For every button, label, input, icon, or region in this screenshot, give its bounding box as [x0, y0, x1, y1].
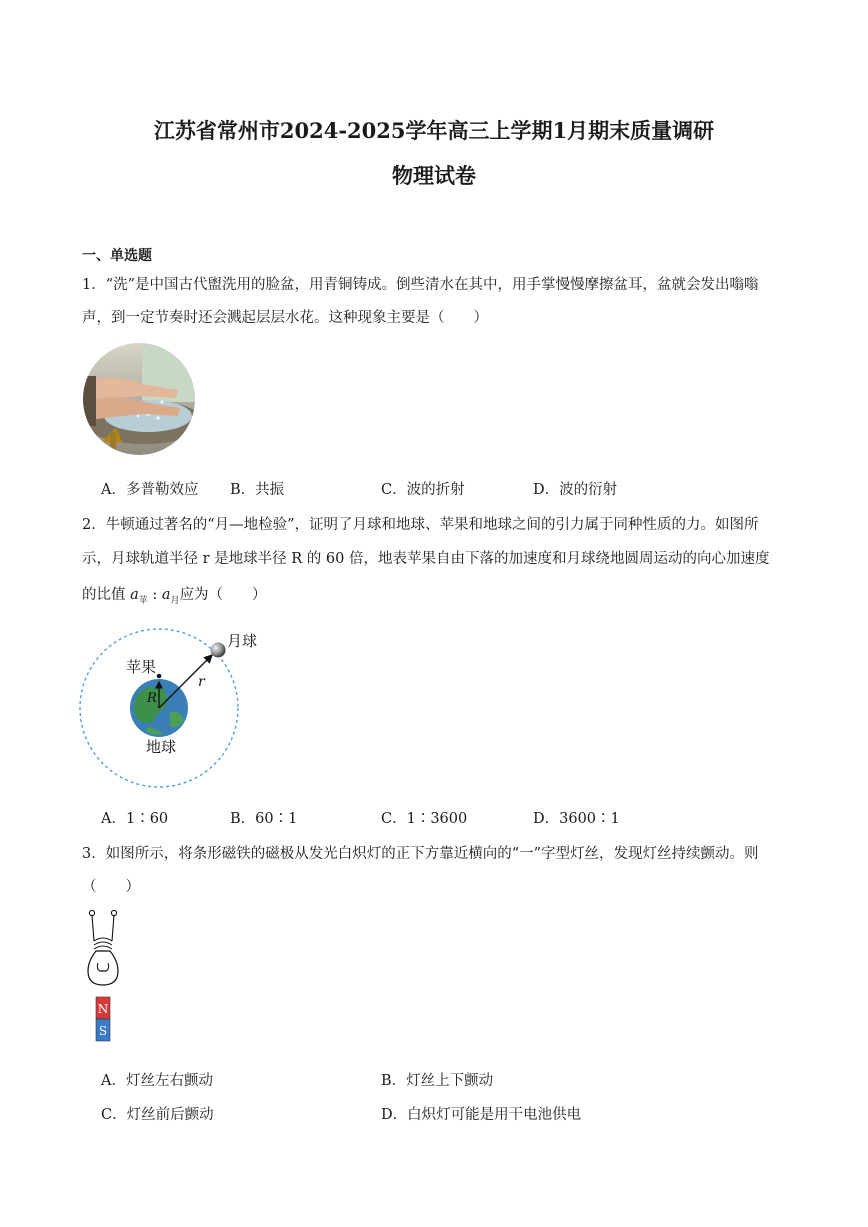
magnet-n-label: N — [97, 1002, 109, 1016]
q2-option-d[interactable]: D．3600∶1 — [533, 811, 620, 827]
q3-option-d[interactable]: D．白炽灯可能是用干电池供电 — [381, 1107, 582, 1123]
q3-text-line2: （ ） — [82, 879, 140, 895]
page-title: 江苏省常州市2024-2025学年高三上学期1月期末质量调研 — [153, 118, 715, 143]
q3-bulb-magnet-figure — [82, 905, 126, 1051]
apple-dot — [157, 674, 162, 679]
apple-label: 苹果 — [126, 658, 157, 676]
q1-option-b[interactable]: B．共振 — [230, 482, 285, 498]
q1-option-d[interactable]: D．波的衍射 — [533, 482, 618, 498]
q3-text-line1: 3．如图所示，将条形磁铁的磁极从发光白炽灯的正下方靠近横向的“一”字型灯丝，发现灯丝持续颤动。则 — [82, 846, 759, 862]
bulb-icon — [88, 951, 118, 985]
q1-option-a[interactable]: A．多普勒效应 — [101, 482, 199, 498]
moon-label: 月球 — [227, 632, 258, 650]
q2-option-a[interactable]: A．1∶60 — [101, 811, 169, 827]
magnet-s-label: S — [98, 1024, 108, 1038]
R-label: R — [147, 691, 157, 706]
q1-text-line2: 声，到一定节奏时还会溅起层层水花。这种现象主要是（ ） — [82, 310, 488, 326]
q2-text-line1: 2．牛顿通过著名的“月—地检验”，证明了月球和地球、苹果和地球之间的引力属于同种性质的力。如图所 — [82, 517, 759, 533]
moon-sphere — [211, 643, 226, 658]
q3-option-a[interactable]: A．灯丝左右颤动 — [101, 1073, 213, 1089]
r-label: r — [198, 674, 205, 690]
q2-text-prefix: 的比值 — [82, 587, 131, 603]
page-subtitle: 物理试卷 — [392, 163, 476, 188]
q2-text-suffix: 应为（ ） — [179, 587, 267, 603]
q1-option-c[interactable]: C．波的折射 — [381, 482, 465, 498]
q2-option-c[interactable]: C．1∶3600 — [381, 811, 468, 827]
q2-earth-moon-diagram — [78, 626, 268, 792]
ratio-separator: : — [147, 587, 162, 603]
q1-basin-photo — [82, 342, 196, 456]
earth-label: 地球 — [146, 738, 177, 756]
q1-text-line1: 1．“洗”是中国古代盥洗用的脸盆，用青铜铸成。倒些清水在其中，用手掌慢慢摩擦盆耳，盆就会发出嗡嗡 — [82, 277, 759, 293]
ratio-a-moon: a — [161, 587, 171, 603]
q2-text-line3 — [82, 583, 267, 606]
ratio-sub-moon: 月 — [170, 595, 180, 606]
q2-text-line2: 示，月球轨道半径 r 是地球半径 R 的 60 倍，地表苹果自由下落的加速度和月球绕地圆周运动的向心加速度 — [82, 551, 770, 567]
q2-option-b[interactable]: B．60∶1 — [230, 811, 298, 827]
q3-option-b[interactable]: B．灯丝上下颤动 — [381, 1073, 494, 1089]
ratio-sub-apple: 苹 — [138, 595, 148, 606]
ratio-a-apple: a — [130, 587, 139, 603]
section-heading: 一、单选题 — [82, 248, 152, 264]
q3-option-c[interactable]: C．灯丝前后颤动 — [101, 1107, 214, 1123]
